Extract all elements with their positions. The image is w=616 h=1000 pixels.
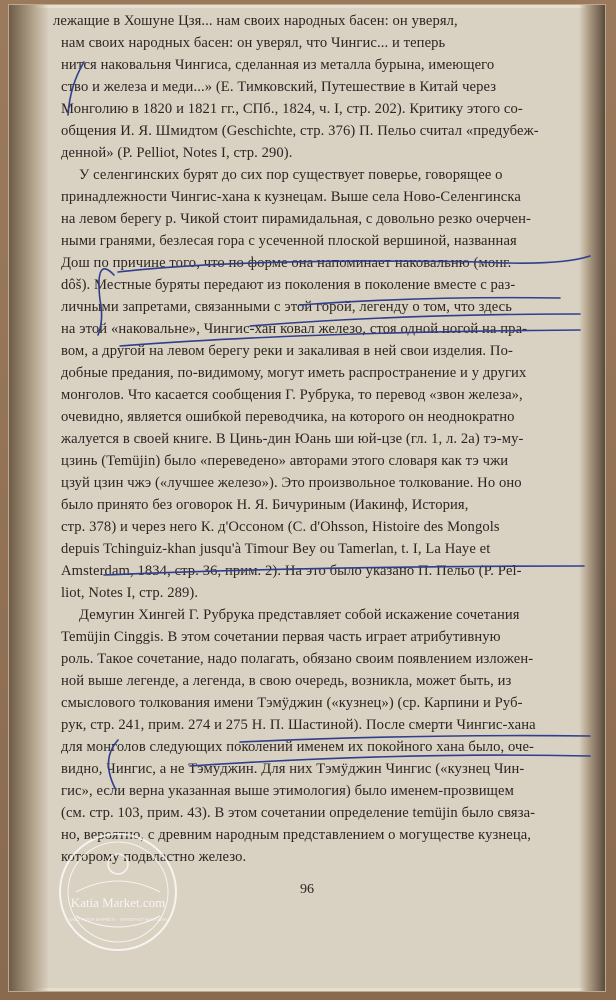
- text-line: вом, а другой на левом берегу реки и закаливая в ней свои изделия. По-: [61, 343, 513, 359]
- text-line: ными гранями, безлесая гора с усеченной плоской вершиной, названная: [61, 233, 517, 249]
- text-line: которому подвластно железо.: [61, 849, 247, 865]
- text-line: смыслового толкования имени Тэмӱджин («кузнец») (ср. Карпини и Руб-: [61, 695, 523, 711]
- text-line: нам своих народных басен: он уверял, что Чингис... и теперь: [61, 35, 446, 51]
- text-line: liot, Notes I, стр. 289).: [61, 585, 199, 601]
- text-line: монголов. Что касается сообщения Г. Рубрука, то перевод «звон железа»,: [61, 387, 523, 403]
- text-line: ство и железа и меди...» (Е. Тимковский, Путешествие в Китай через: [61, 79, 497, 95]
- text-line: Монголию в 1820 и 1821 гг., СПб., 1824, ч. I, стр. 202). Критику этого со-: [61, 101, 523, 117]
- text-line: рук, стр. 241, прим. 274 и 275 Н. П. Шастиной). После смерти Чингис-хана: [61, 717, 536, 733]
- watermark-subtext: ООО «КАТЯ МАРКЕТ» · ИНТЕРНЕТ-МАГАЗИН: [69, 917, 167, 922]
- text-line: dôš). Местные буряты передают из поколения в поколение вместе с раз-: [61, 277, 516, 293]
- text-line: было принято без оговорок Н. Я. Бичуриным (Иакинф, История,: [61, 497, 469, 513]
- text-line: жалуется в своей книге. В Цинь-дин Юань ши юй-цзе (гл. 1, л. 2а) тэ-му-: [61, 431, 524, 447]
- text-line: У селенгинских бурят до сих пор существует поверье, говорящее о: [79, 167, 503, 183]
- text-line: личными запретами, связанными с этой горой, легенду о том, что здесь: [61, 299, 513, 315]
- page-text-area: [53, 5, 601, 965]
- watermark-stamp: [56, 830, 180, 954]
- text-line: ной выше легенде, а легенда, в свою очередь, возникла, может быть, из: [61, 673, 512, 689]
- text-line: видно, Чингис, а не Тэмӱджин. Для них Тэмӱджин Чингис («кузнец Чин-: [61, 761, 525, 777]
- text-line: роль. Такое сочетание, надо полагать, обязано своим появлением изложен-: [61, 651, 534, 667]
- text-line: depuis Tchinguiz-khan jusqu'à Timour Bey ou Tamerlan, t. I, La Haye et: [61, 541, 491, 557]
- text-line: денной» (P. Pelliot, Notes I, стр. 290).: [61, 145, 293, 161]
- text-line: нится наковальня Чингиса, сделанная из металла бурына, имеющего: [61, 57, 495, 73]
- text-line: Temüjin Cinggis. В этом сочетании первая часть играет атрибутивную: [61, 629, 501, 645]
- text-line: очевидно, является ошибкой переводчика, на которого он неоднократно: [61, 409, 515, 425]
- watermark-text: Katia Market.com: [70, 895, 166, 910]
- text-line: лежащие в Хошуне Цзя... нам своих народных басен: он уверял,: [53, 13, 458, 29]
- text-line: на левом берегу р. Чикой стоит пирамидальная, с довольно резко очерчен-: [61, 211, 532, 227]
- text-line: принадлежности Чингис-хана к кузнецам. Выше села Ново-Селенгинска: [61, 189, 521, 205]
- text-line: но, вероятно, с древним народным представлением о могуществе кузнеца,: [61, 827, 532, 843]
- text-line: на этой «наковальне», Чингис-хан ковал железо, стоя одной ногой на пра-: [61, 321, 528, 337]
- text-line: (см. стр. 103, прим. 43). В этом сочетании определение temüjin было связа-: [61, 805, 536, 821]
- text-line: добные предания, по-видимому, могут иметь распространение и у других: [61, 365, 527, 381]
- text-line: общения И. Я. Шмидтом (Geschichte, стр. 376) П. Пельо считал «предубеж-: [61, 123, 539, 139]
- text-line: Amsterdam, 1834, стр. 36, прим. 2). На это было указано П. Пельо (P. Pel-: [61, 563, 522, 579]
- text-line: цзуй цзин чжэ («лучшее железо»). Это произвольное толкование. Но оно: [61, 475, 522, 491]
- page-number: 96: [300, 882, 314, 897]
- text-line: гис», если верна указанная выше этимология) было именем-прозвищем: [61, 783, 514, 799]
- text-line: цзинь (Temüjin) было «переведено» авторами этого словаря как тэ чжи: [61, 453, 509, 469]
- text-line: для монголов следующих поколений именем их покойного хана было, оче-: [61, 739, 535, 755]
- text-line: Дош по причине того, что по форме она напоминает наковальню (монг.: [61, 255, 512, 271]
- text-line: стр. 378) и через него К. д'Оссоном (C. d'Ohsson, Histoire des Mongols: [61, 519, 500, 535]
- text-line: Демугин Хингей Г. Рубрука представляет собой искажение сочетания: [79, 607, 520, 623]
